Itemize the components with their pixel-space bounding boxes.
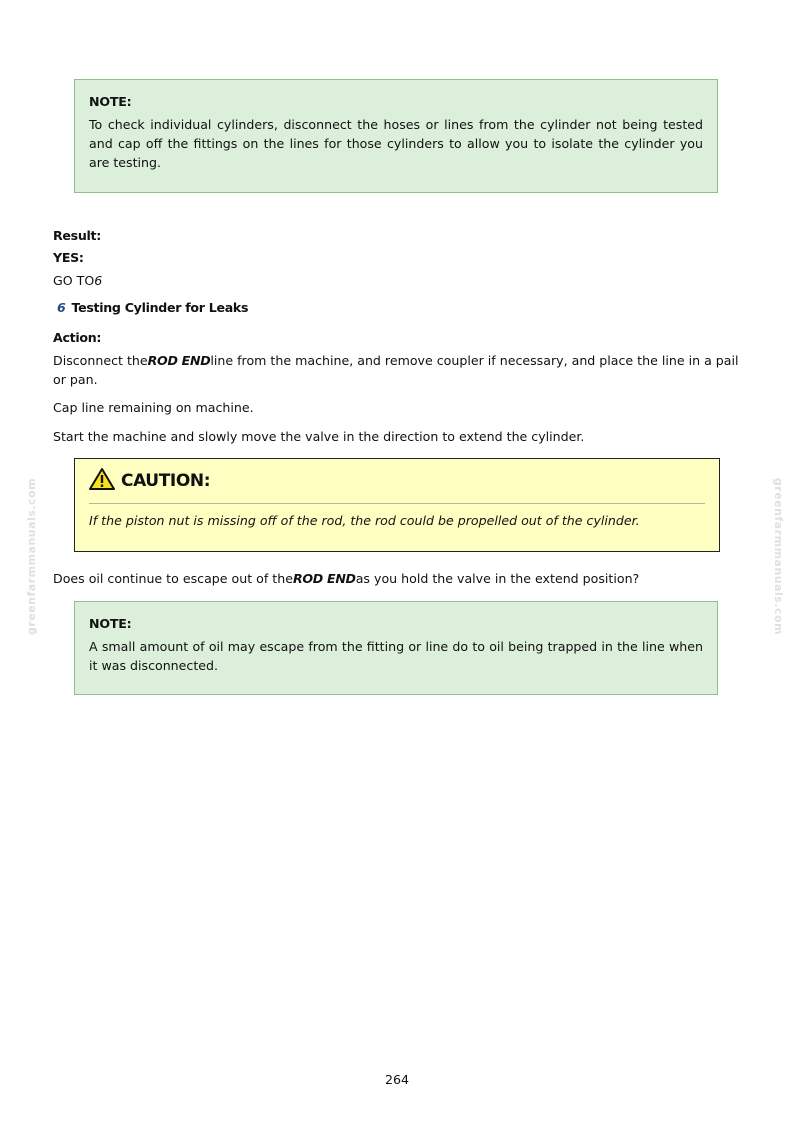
note-title: NOTE: [89, 616, 132, 631]
note-box [74, 601, 718, 695]
note-text: To check individual cylinders, disconnect the hoses or lines from the cylinder not being tested and cap off the fittings on the lines for those cylinders to allow you to isolate the cylinder you are testing. [89, 117, 703, 170]
page-number: 264 [384, 1072, 410, 1087]
warning-triangle-icon [89, 467, 115, 495]
watermark-left: greenfarmmanuals.com [25, 477, 39, 636]
note-text: A small amount of oil may escape from the fitting or line do to oil being trapped in the line when it was disconnected. [89, 639, 703, 673]
rod-end-emphasis: ROD END [292, 571, 356, 586]
result-label: Result: [53, 228, 101, 243]
action-paragraph-1 [53, 351, 745, 389]
goto-line [53, 271, 745, 290]
step-heading [57, 300, 248, 315]
action-paragraph-2: Cap line remaining on machine. [53, 400, 254, 415]
caution-title: CAUTION: [121, 471, 211, 491]
caution-header [89, 459, 705, 504]
rod-end-emphasis: ROD END [147, 353, 211, 368]
question-paragraph [53, 569, 745, 588]
question-text: Does oil continue to escape out of the [53, 571, 293, 586]
action-text: line from the machine, and remove coupler if necessary, and place the line in a pail or pan. [53, 353, 739, 387]
step-number: 6 [57, 300, 66, 315]
action-paragraph-3: Start the machine and slowly move the valve in the direction to extend the cylinder. [53, 429, 585, 444]
goto-text: GO TO [53, 273, 95, 288]
goto-target-link[interactable]: 6 [94, 273, 103, 288]
question-text: as you hold the valve in the extend position? [355, 571, 640, 586]
note-box [74, 79, 718, 193]
step-title: Testing Cylinder for Leaks [71, 300, 249, 315]
action-text: Disconnect the [53, 353, 148, 368]
caution-box [74, 458, 720, 552]
note-title: NOTE: [89, 94, 132, 109]
caution-text: If the piston nut is missing off of the rod, the rod could be propelled out of the cylinder. [89, 513, 640, 528]
yes-label: YES: [53, 250, 84, 265]
watermark-right: greenfarmmanuals.com [772, 477, 786, 636]
action-label: Action: [53, 330, 102, 345]
